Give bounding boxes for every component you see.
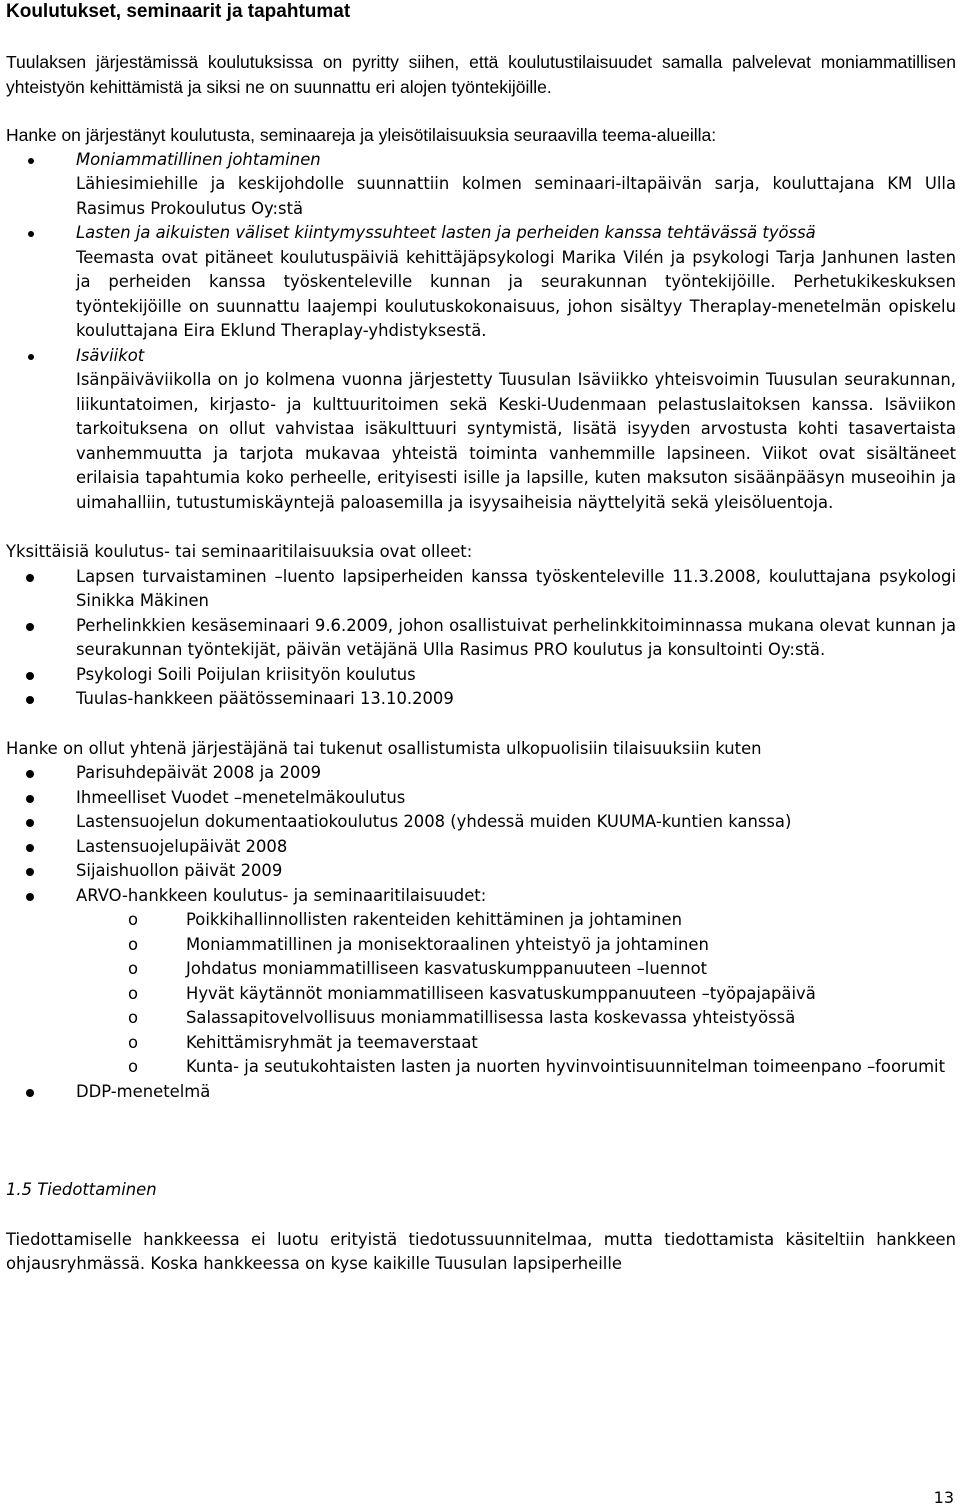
theme-text: Teemasta ovat pitäneet koulutuspäiviä kehittäjäpsykologi Marika Vilén ja psykologi Tarja Janhunen lasten ja perheiden kanssa työskenteleville kunnan ja seurakunnan työntekijöille. Perhetukikeskuksen työntekijöille on suunnattu laajempi koulutuskokonaisuus, johon sisältyy Theraplay-menetelmän opiskelu kouluttajana Eira Eklund Theraplay-yhdistyksestä.	[76, 247, 956, 340]
arvo-sublist	[6, 908, 956, 1080]
theme-title: Moniammatillinen johtaminen	[76, 149, 321, 169]
list-item	[6, 344, 956, 516]
sub-list-item: o Poikkihallinnollisten rakenteiden kehittäminen ja johtaminen	[6, 908, 956, 933]
external-events-list	[6, 761, 956, 908]
sub-list-item: o Salassapitovelvollisuus moniammatillisessa lasta koskevassa yhteistyössä	[6, 1006, 956, 1031]
sub-list-item: o Kunta- ja seutukohtaisten lasten ja nuorten hyvinvointisuunnitelman toimeenpano –foorumit	[6, 1055, 956, 1080]
theme-text: Lähiesimiehille ja keskijohdolle suunnattiin kolmen seminaari-iltapäivän sarja, kouluttajana KM Ulla Rasimus Prokoulutus Oy:stä	[76, 174, 956, 218]
list-item: Lastensuojelun dokumentaatiokoulutus 2008 (yhdessä muiden KUUMA-kuntien kanssa)	[6, 810, 956, 835]
section-paragraph: Tiedottamiselle hankkeessa ei luotu erityistä tiedotussuunnitelmaa, mutta tiedottamista käsiteltiin hankkeen ohjausryhmässä. Koska hankkeessa on kyse kaikille Tuusulan lapsiperheille	[6, 1229, 956, 1273]
intro-paragraph: Tuulaksen järjestämissä koulutuksissa on pyritty siihen, että koulutustilaisuudet samalla palvelevat moniammatillisen yhteistyön kehittämistä ja siksi ne on suunnattu eri alojen työntekijöille.	[6, 52, 956, 97]
list-item: Ihmeelliset Vuodet –menetelmäkoulutus	[6, 786, 956, 811]
list-item: Tuulas-hankkeen päätösseminaari 13.10.2009	[6, 687, 956, 712]
sub-list-item: o Hyvät käytännöt moniammatilliseen kasvatuskumppanuuteen –työpajapäivä	[6, 982, 956, 1007]
list-item	[6, 221, 956, 344]
list-item: DDP-menetelmä	[6, 1080, 956, 1105]
list-item	[6, 148, 956, 222]
single-events-intro: Yksittäisiä koulutus- tai seminaaritilaisuuksia ovat olleet:	[6, 542, 473, 561]
list-item: Lastensuojelupäivät 2008	[6, 835, 956, 860]
sub-list-item: o Moniammatillinen ja monisektoraalinen yhteistyö ja johtaminen	[6, 933, 956, 958]
sub-list-item: o Johdatus moniammatilliseen kasvatuskumppanuuteen –luennot	[6, 957, 956, 982]
list-item: ARVO-hankkeen koulutus- ja seminaaritilaisuudet:	[6, 884, 956, 909]
page-number: 13	[933, 1488, 954, 1507]
theme-title: Lasten ja aikuisten väliset kiintymyssuhteet lasten ja perheiden kanssa tehtävässä työssä	[76, 223, 816, 242]
external-events-list-end	[6, 1080, 956, 1105]
themes-intro: Hanke on järjestänyt koulutusta, seminaareja ja yleisötilaisuuksia seuraavilla teema-alueilla:	[6, 125, 717, 145]
list-item: Sijaishuollon päivät 2009	[6, 859, 956, 884]
document-page	[6, 0, 956, 1277]
list-item: Perhelinkkien kesäseminaari 9.6.2009, johon osallistuivat perhelinkkitoiminnassa mukana olevat kunnan ja seurakunnan työntekijät, päivän vetäjänä Ulla Rasimus PRO koulutus ja konsultointi Oy:stä.	[6, 614, 956, 663]
section-heading: 1.5 Tiedottaminen	[6, 1180, 157, 1199]
page-title: Koulutukset, seminaarit ja tapahtumat	[6, 1, 351, 22]
sub-list-item: o Kehittämisryhmät ja teemaverstaat	[6, 1031, 956, 1056]
list-item: Parisuhdepäivät 2008 ja 2009	[6, 761, 956, 786]
theme-text: Isänpäiväviikolla on jo kolmena vuonna järjestetty Tuusulan Isäviikko yhteisvoimin Tuusulan seurakunnan, liikuntatoimen, kirjasto- ja kulttuuritoimen sekä Keski-Uudenmaan pelastuslaitoksen kanssa. Isäviikon tarkoituksena on ollut vahvistaa isäkulttuuri syntymistä, lisätä isyyden arvostusta kohti tasavertaista vanhemmuutta ja tarjota mukavaa yhteistä toiminta vanhemmille lapsineen. Viikot ovat sisältäneet erilaisia tapahtumia koko perheelle, erityisesti isille ja lapsille, kuten maksuton sisäänpääsyn museoihin ja uimahalliin, tutustumiskäyntejä paloasemilla ja isyysaiheisia näyttelyitä sekä yleisöluentoja.	[76, 370, 956, 512]
list-item: Lapsen turvaistaminen –luento lapsiperheiden kanssa työskenteleville 11.3.2008, kouluttajana psykologi Sinikka Mäkinen	[6, 565, 956, 614]
single-events-list	[6, 565, 956, 712]
external-intro: Hanke on ollut yhtenä järjestäjänä tai tukenut osallistumista ulkopuolisiin tilaisuuksiin kuten	[6, 738, 762, 758]
list-item: Psykologi Soili Poijulan kriisityön koulutus	[6, 663, 956, 688]
themes-list	[6, 148, 956, 516]
theme-title: Isäviikot	[76, 345, 145, 365]
